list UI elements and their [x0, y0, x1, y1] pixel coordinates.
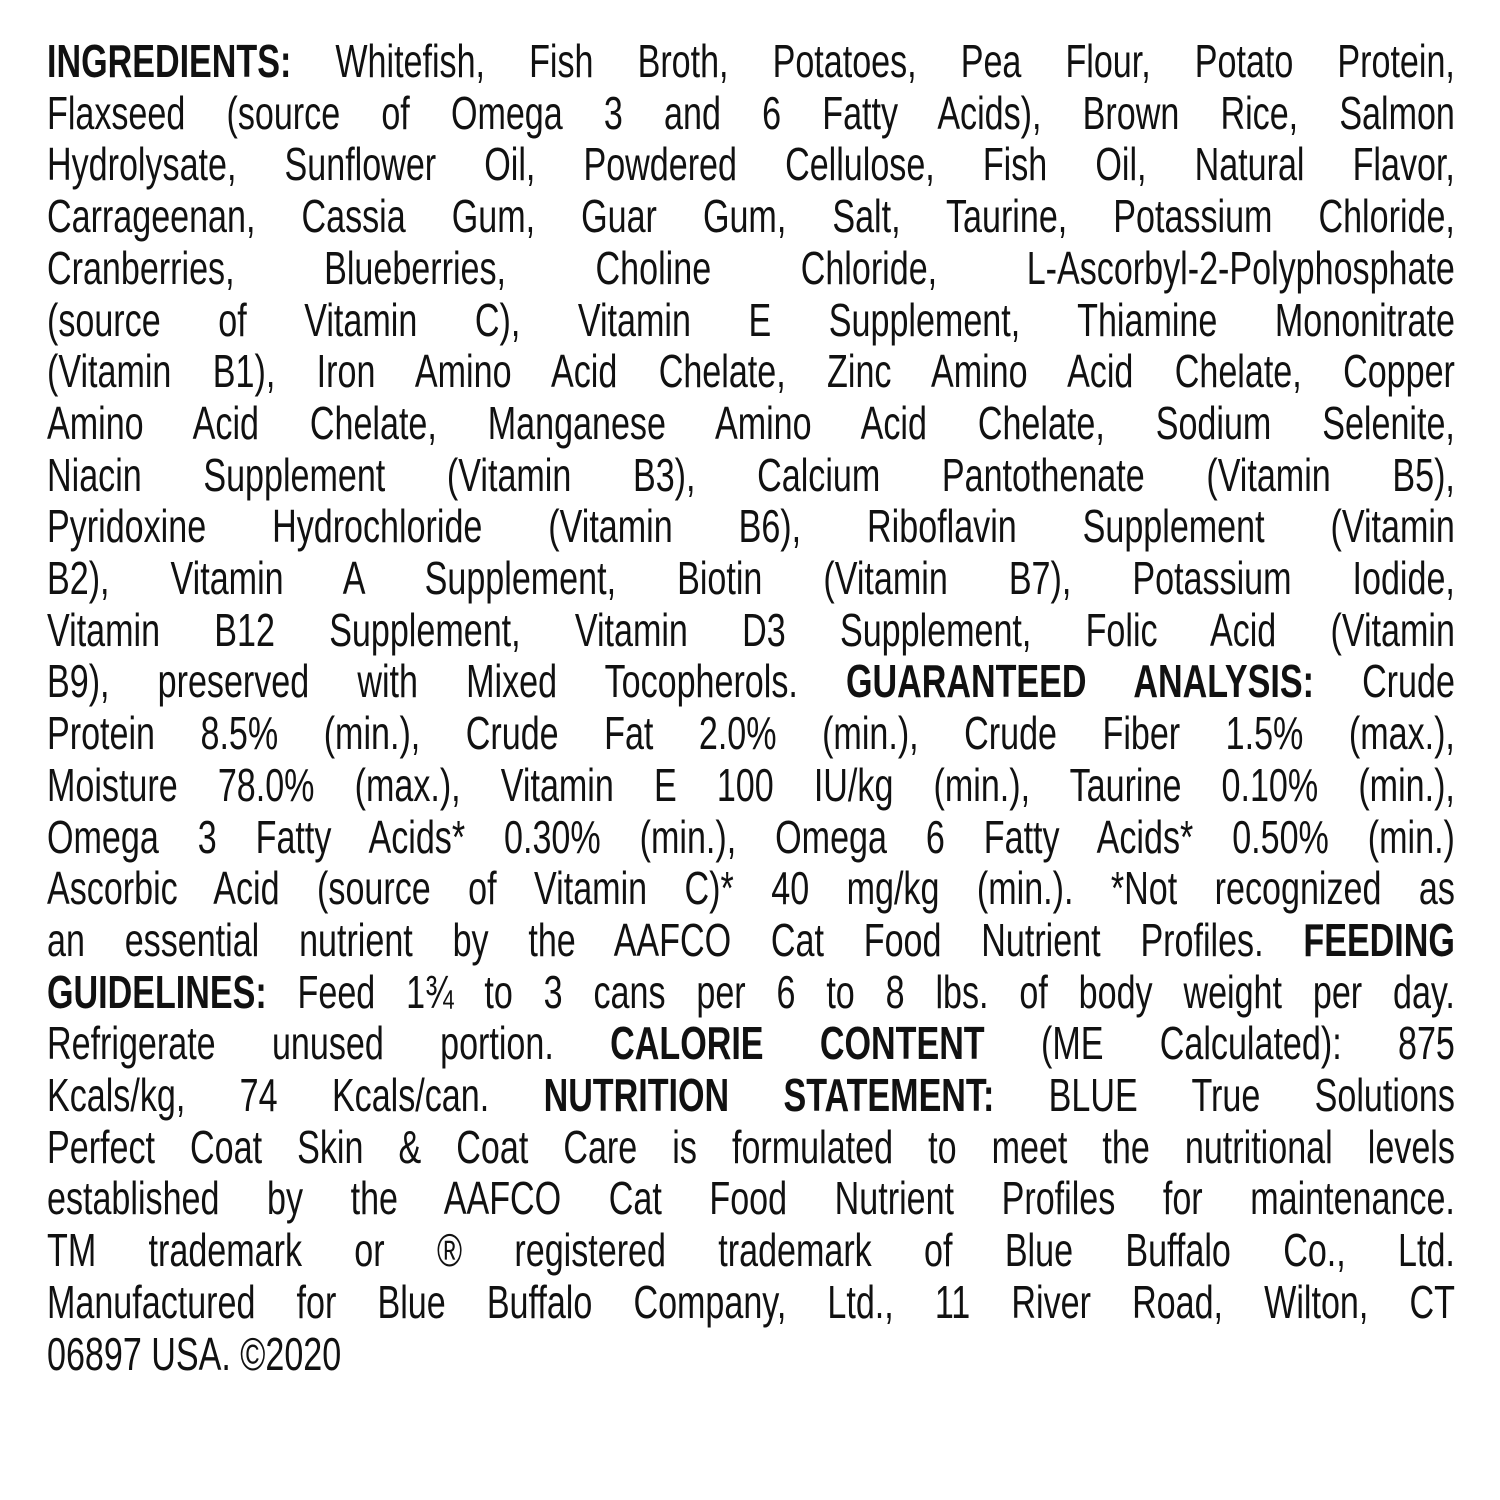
- label-text-segment: Ascorbic Acid (source of Vitamin C)* 40 mg/kg (min.). *Not recognized as: [47, 862, 1455, 915]
- label-line-13: [47, 656, 1455, 708]
- label-heading-segment: FEEDING: [1303, 913, 1455, 966]
- label-line-1: [47, 36, 1455, 88]
- label-line-18: [47, 915, 1455, 967]
- label-line-8: [47, 398, 1455, 450]
- label-line-25: [47, 1277, 1455, 1329]
- label-text-segment: Manufactured for Blue Buffalo Company, Ltd., 11 River Road, Wilton, CT: [47, 1275, 1455, 1328]
- label-line-11: [47, 553, 1455, 605]
- label-text-segment: B9), preserved with Mixed Tocopherols.: [47, 655, 846, 708]
- label-line-7: [47, 346, 1455, 398]
- label-line-16: [47, 812, 1455, 864]
- label-line-20: [47, 1018, 1455, 1070]
- label-text-segment: Niacin Supplement (Vitamin B3), Calcium Pantothenate (Vitamin B5),: [47, 448, 1455, 501]
- label-text-segment: (source of Vitamin C), Vitamin E Supplement, Thiamine Mononitrate: [47, 293, 1455, 346]
- label-line-19: [47, 967, 1455, 1019]
- label-text-segment: Pyridoxine Hydrochloride (Vitamin B6), Riboflavin Supplement (Vitamin: [47, 500, 1455, 553]
- label-line-5: [47, 243, 1455, 295]
- label-text-segment: Cranberries, Blueberries, Choline Chloride, L-Ascorbyl-2-Polyphosphate: [47, 241, 1455, 294]
- label-line-3: [47, 139, 1455, 191]
- label-heading-segment: CALORIE CONTENT: [610, 1017, 985, 1070]
- label-text-block: [47, 36, 1455, 1380]
- label-text-segment: Omega 3 Fatty Acids* 0.30% (min.), Omega 6 Fatty Acids* 0.50% (min.): [47, 810, 1455, 863]
- label-line-17: [47, 863, 1455, 915]
- label-text-segment: (Vitamin B1), Iron Amino Acid Chelate, Zinc Amino Acid Chelate, Copper: [47, 345, 1455, 398]
- label-text-segment: Vitamin B12 Supplement, Vitamin D3 Supplement, Folic Acid (Vitamin: [47, 603, 1455, 656]
- label-line-6: [47, 295, 1455, 347]
- label-text-segment: Flaxseed (source of Omega 3 and 6 Fatty Acids), Brown Rice, Salmon: [47, 86, 1455, 139]
- label-text-segment: Amino Acid Chelate, Manganese Amino Acid Chelate, Sodium Selenite,: [47, 396, 1455, 449]
- label-text-segment: established by the AAFCO Cat Food Nutrient Profiles for maintenance.: [47, 1172, 1455, 1225]
- label-line-23: [47, 1173, 1455, 1225]
- label-heading-segment: GUIDELINES:: [47, 965, 267, 1018]
- label-text-segment: B2), Vitamin A Supplement, Biotin (Vitamin B7), Potassium Iodide,: [47, 552, 1455, 605]
- label-heading-segment: NUTRITION STATEMENT:: [543, 1069, 995, 1122]
- label-text-segment: 06897 USA. ©2020: [47, 1327, 342, 1380]
- label-text-segment: Kcals/kg, 74 Kcals/can.: [47, 1069, 544, 1122]
- label-line-14: [47, 708, 1455, 760]
- label-text-segment: (ME Calculated): 875: [984, 1017, 1455, 1070]
- label-line-21: [47, 1070, 1455, 1122]
- label-line-10: [47, 501, 1455, 553]
- label-text-segment: Moisture 78.0% (max.), Vitamin E 100 IU/kg (min.), Taurine 0.10% (min.),: [47, 758, 1455, 811]
- label-line-15: [47, 760, 1455, 812]
- label-line-2: [47, 88, 1455, 140]
- label-text-segment: Carrageenan, Cassia Gum, Guar Gum, Salt, Taurine, Potassium Chloride,: [47, 190, 1455, 243]
- label-text-segment: an essential nutrient by the AAFCO Cat Food Nutrient Profiles.: [47, 913, 1304, 966]
- label-heading-segment: GUARANTEED ANALYSIS:: [845, 655, 1314, 708]
- label-text-segment: Crude: [1313, 655, 1455, 708]
- label-text-segment: Refrigerate unused portion.: [47, 1017, 611, 1070]
- label-text-segment: Whitefish, Fish Broth, Potatoes, Pea Flour, Potato Protein,: [291, 35, 1455, 87]
- label-line-24: [47, 1225, 1455, 1277]
- label-line-22: [47, 1122, 1455, 1174]
- label-text-segment: Feed 1¾ to 3 cans per 6 to 8 lbs. of body weight per day.: [266, 965, 1455, 1018]
- label-line-9: [47, 450, 1455, 502]
- label-line-26: [47, 1329, 1455, 1381]
- label-text-segment: BLUE True Solutions: [994, 1069, 1455, 1122]
- label-text-segment: Protein 8.5% (min.), Crude Fat 2.0% (min.), Crude Fiber 1.5% (max.),: [47, 707, 1455, 760]
- label-text-segment: Hydrolysate, Sunflower Oil, Powdered Cellulose, Fish Oil, Natural Flavor,: [47, 138, 1455, 191]
- label-line-4: [47, 191, 1455, 243]
- label-heading-segment: INGREDIENTS:: [47, 35, 292, 87]
- label-text-segment: TM trademark or ® registered trademark of Blue Buffalo Co., Ltd.: [47, 1224, 1455, 1277]
- label-line-12: [47, 605, 1455, 657]
- label-text-segment: Perfect Coat Skin & Coat Care is formulated to meet the nutritional levels: [47, 1120, 1455, 1173]
